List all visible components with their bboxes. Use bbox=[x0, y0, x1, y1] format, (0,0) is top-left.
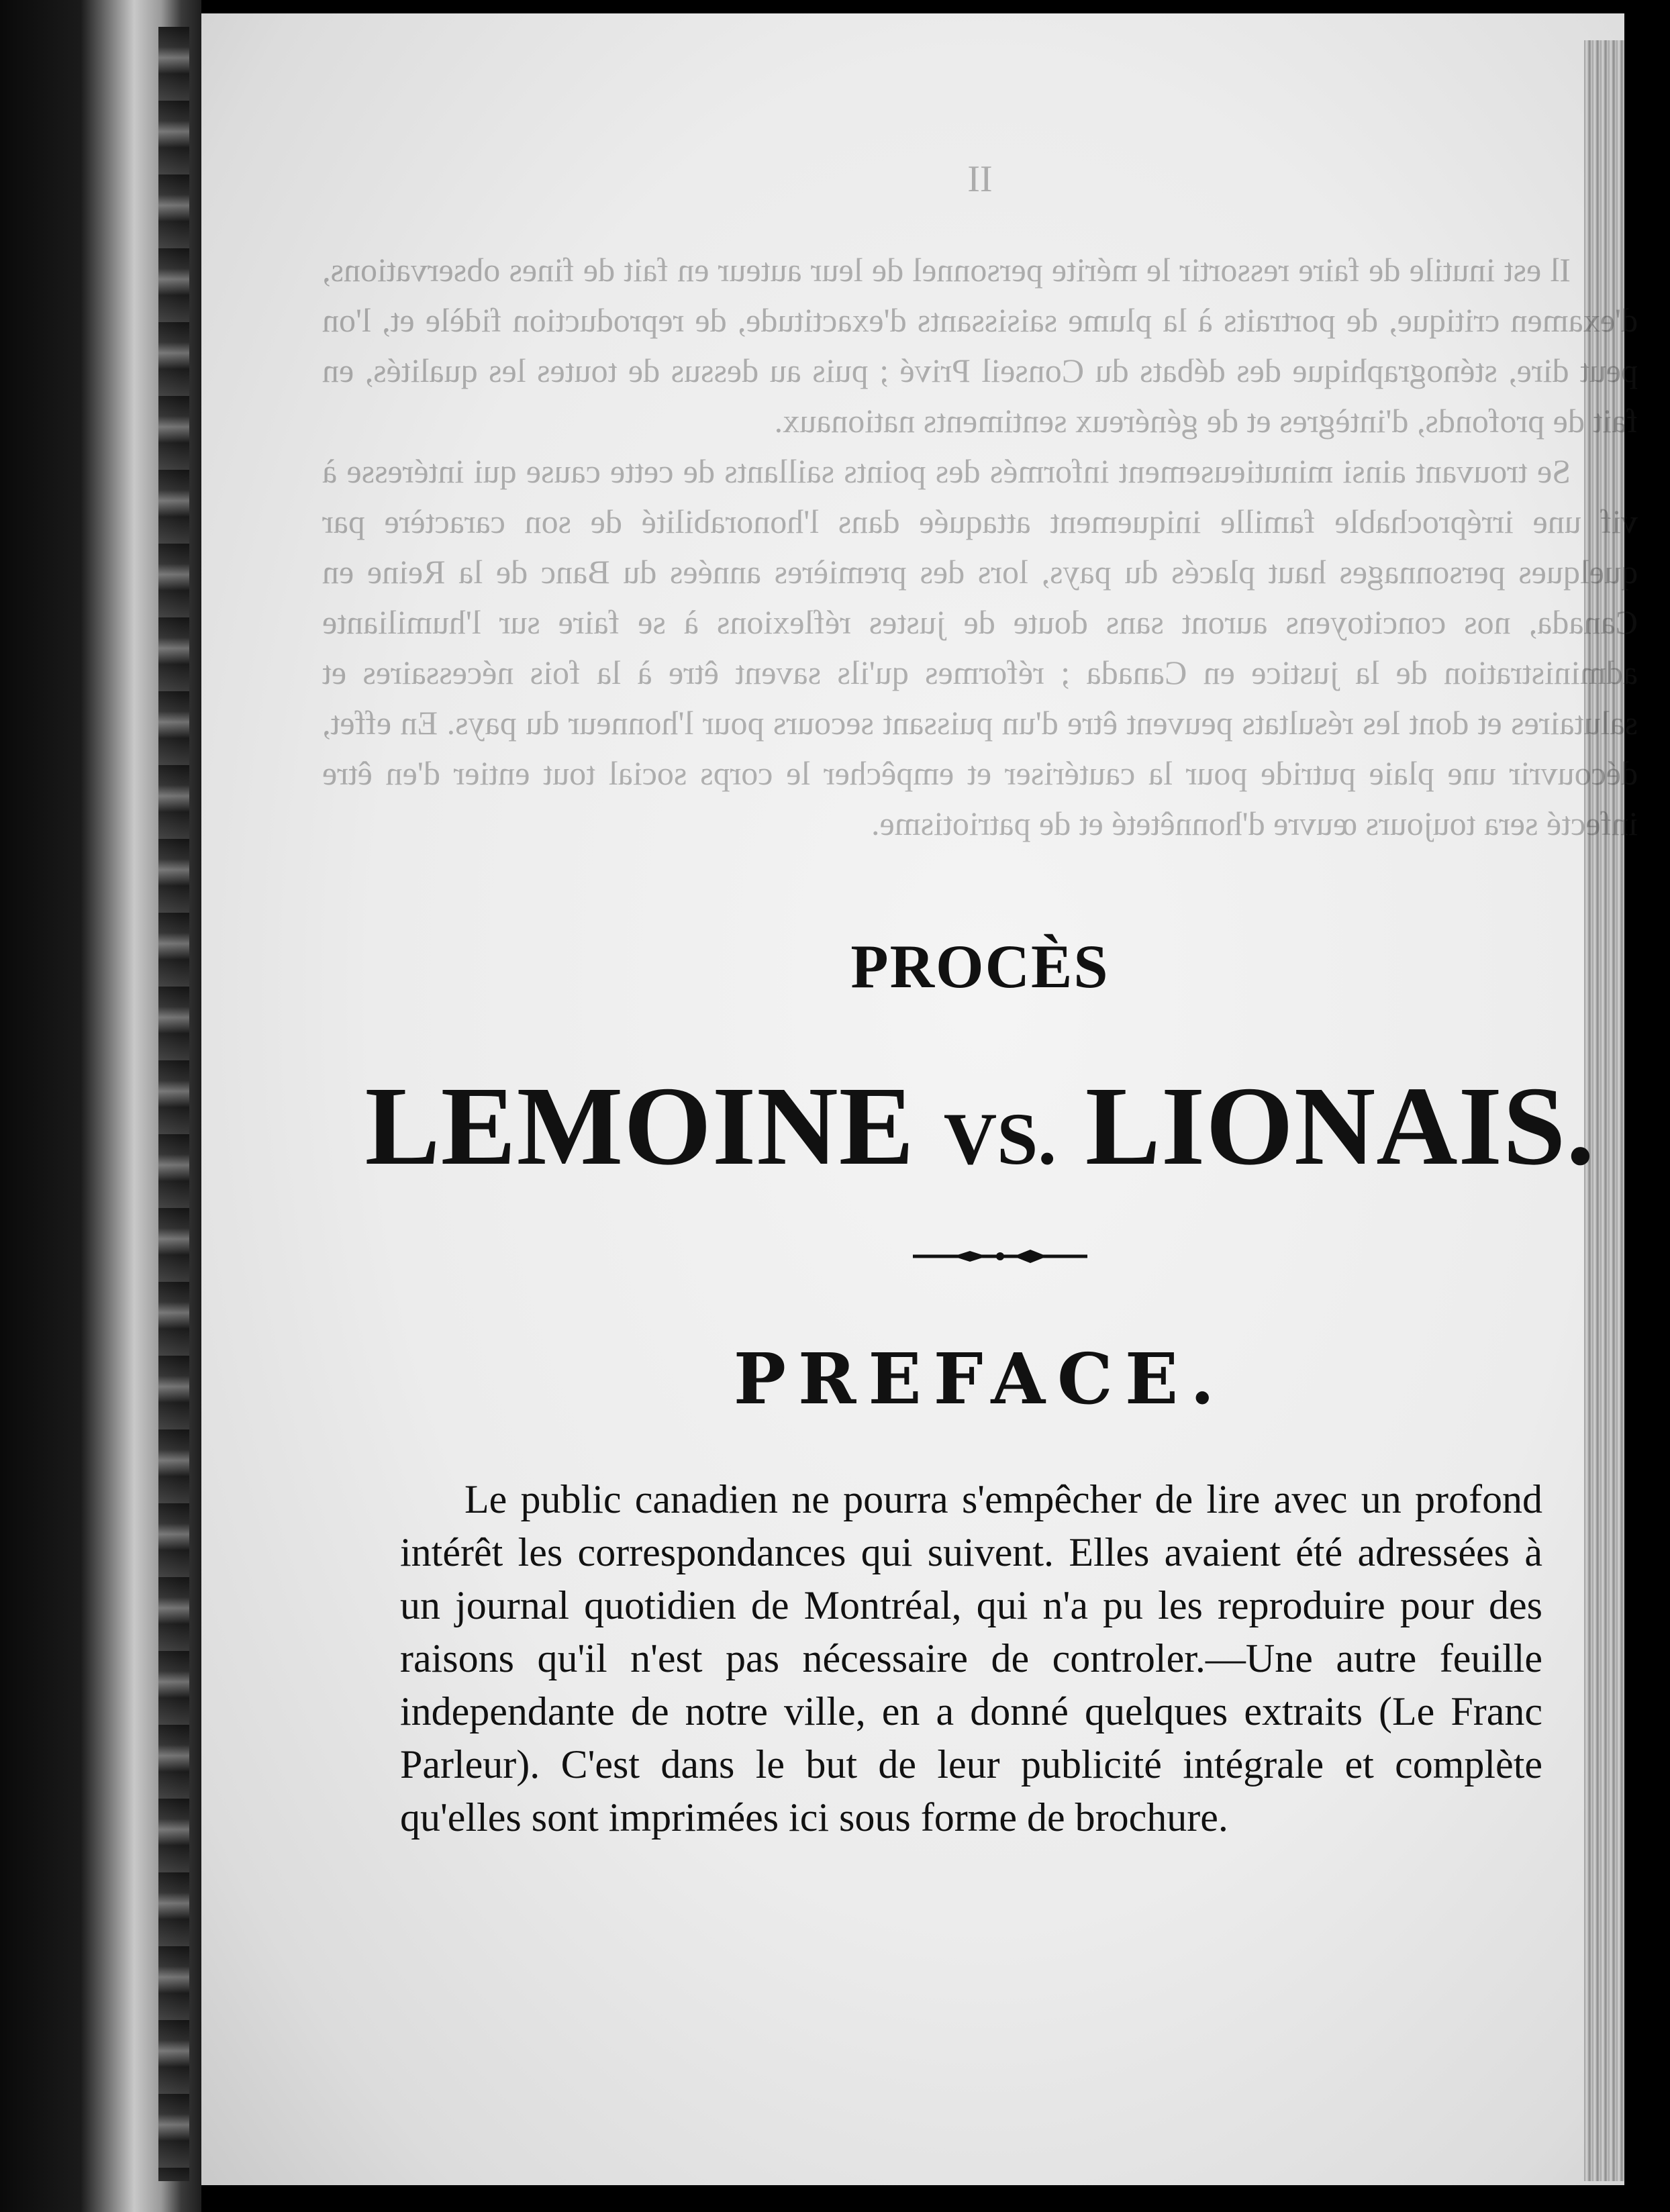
title-defendant: LIONAIS. bbox=[1085, 1064, 1595, 1189]
ornament-divider-icon bbox=[913, 1243, 1087, 1270]
reverse-paragraph-1: Il est inutile de faire ressortir le mérite personnel de leur auteur en fait de fines observations, d'examen critique, de portraits à la plume saisissants d'exactitude, de reproduction fidèle et, l'on peut dire, sténographique des débats du Conseil Privé ; puis au dessus de toutes les qualités, en fait de profonds, d'intègres et de généreux sentiments nationaux. bbox=[322, 251, 1638, 440]
section-title: PREFACE. bbox=[733, 1338, 1227, 1420]
preface-text: Le public canadien ne pourra s'empêcher de lire avec un profond intérêt les correspondances qui suivent. Elles avaient été adressées à un journal quotidien de Montréal, qui n'a pu les reproduire pour des raisons qu'il n'est pas nécessaire de controler.—Une autre feuille independante de notre ville, en a donné quelques extraits (Le Franc Parleur). C'est dans le but de leur publicité intégrale et complète qu'elles sont imprimées ici sous forme de brochure. bbox=[400, 1477, 1542, 1840]
reverse-page-number: II bbox=[967, 158, 993, 200]
main-title bbox=[336, 1066, 1624, 1199]
preface-paragraph bbox=[400, 1473, 1542, 1844]
reverse-side-bleed-through bbox=[322, 154, 1638, 849]
title-plaintiff: LEMOINE bbox=[364, 1064, 915, 1189]
binding-stitching bbox=[158, 27, 189, 2181]
book-page bbox=[201, 13, 1638, 2185]
reverse-paragraph-2: Se trouvant ainsi minutieusement informés des points saillants de cette cause qui intéresse à vif une irréprochable famille iniquement attaquée dans l'honorabilité de son caractère par quelques personnages haut placés du pays, lors des premières années du Banc de la Reine en Canada, nos concitoyens auront sans doute de justes réflexions à se faire sur l'humiliante administration de la justice en Canada ; réformes qu'ils savent être à la fois nécessaires et salutaires et dont les résultats peuvent être d'un puissant secours pour l'honneur du pays. En effet, découvrir une plaie putride pour la cautériser et empêcher le corps social tout entier d'en être infecté sera toujours œuvre d'honnêteté et de patriotisme. bbox=[322, 452, 1638, 842]
title-kicker: PROCÈS bbox=[850, 932, 1110, 1001]
title-versus: VS. bbox=[943, 1098, 1057, 1180]
